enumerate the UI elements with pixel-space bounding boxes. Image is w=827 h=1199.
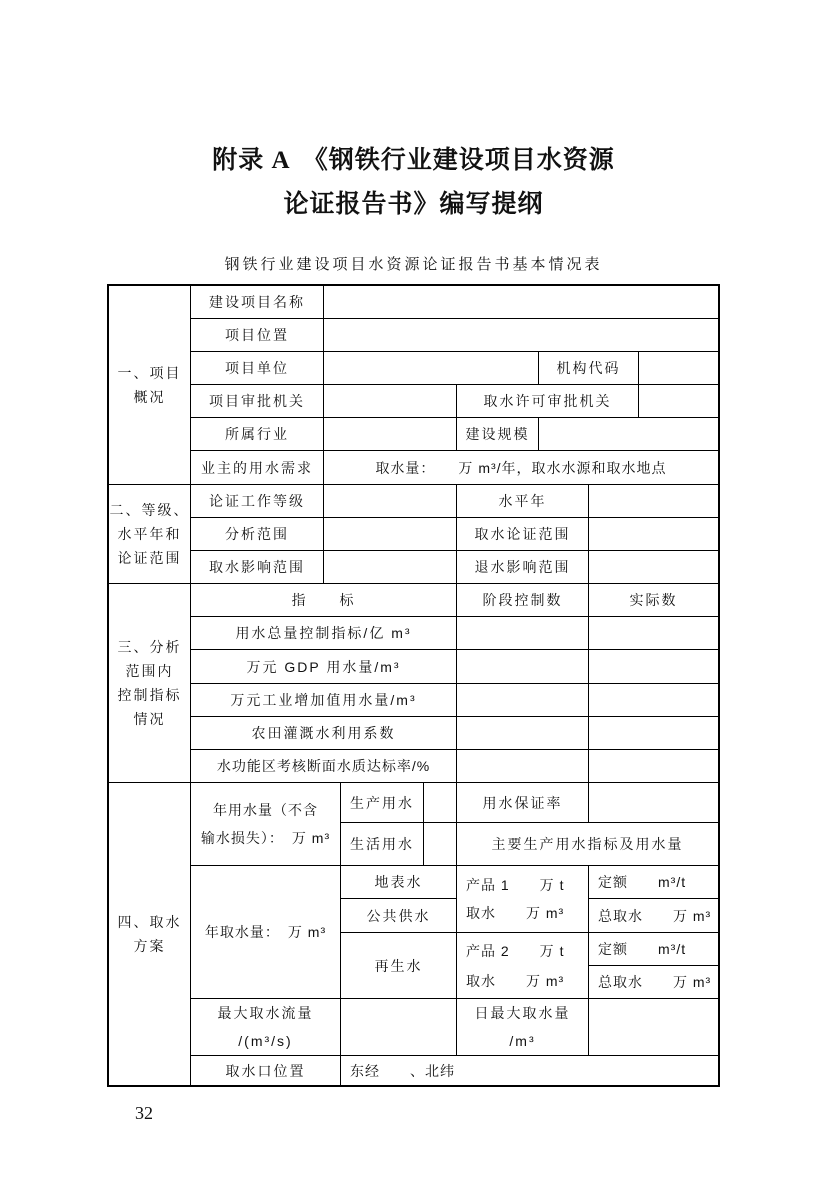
- table-caption: 钢铁行业建设项目水资源论证报告书基本情况表: [224, 256, 603, 273]
- section-3-label-line: 情况: [133, 711, 166, 727]
- annual-use-label-line: 输水损失）： 万 m³: [200, 830, 331, 846]
- stage-control-header: 阶段控制数: [456, 583, 589, 617]
- production-use-label: 生产用水: [340, 782, 424, 823]
- indicator-stage-value: [456, 749, 589, 783]
- section-2-label-line: 二、等级、: [109, 502, 190, 518]
- permit-authority-value: [638, 384, 719, 418]
- product-1-cell: [456, 865, 589, 933]
- intake-range-label: 取水论证范围: [456, 517, 589, 551]
- production-use-value: [423, 782, 457, 823]
- section-4-label: [108, 782, 191, 1086]
- product-2-intake: 取水 万 m³: [466, 972, 565, 989]
- grade-value: [323, 484, 457, 518]
- actual-value-header: 实际数: [588, 583, 719, 617]
- product-1-intake: 取水 万 m³: [466, 905, 565, 921]
- project-unit-value: [323, 351, 539, 385]
- max-daily-intake-label-line: 日最大取水量: [474, 1005, 571, 1021]
- project-unit-label: 项目单位: [190, 351, 324, 385]
- product-1-quota: 定额 m³/t: [588, 865, 719, 899]
- section-3-label: [108, 583, 191, 783]
- indicator-actual-value: [588, 649, 719, 684]
- owner-demand-text: 取水量： 万 m³/年，取水水源和取水地点: [323, 450, 719, 485]
- max-flow-value: [340, 998, 457, 1056]
- indicator-header: 指 标: [190, 583, 457, 617]
- section-3-label-line: 控制指标: [117, 687, 182, 703]
- domestic-use-value: [423, 822, 457, 866]
- max-daily-intake-label: [456, 998, 589, 1056]
- level-year-label: 水平年: [456, 484, 589, 518]
- product-2-total-intake: 总取水 万 m³: [588, 965, 719, 999]
- analysis-range-value: [323, 517, 457, 551]
- max-flow-label-line: 最大取水流量: [217, 1005, 314, 1021]
- industry-value: [323, 417, 457, 451]
- scale-value: [538, 417, 719, 451]
- max-flow-label: [190, 998, 341, 1056]
- section-3-label-line: 三、分析: [117, 639, 182, 655]
- discharge-impact-label: 退水影响范围: [456, 550, 589, 584]
- product-1-total-intake: 总取水 万 m³: [588, 898, 719, 933]
- project-name-label: 建设项目名称: [190, 285, 324, 319]
- source-reclaimed-water: 再生水: [340, 932, 457, 999]
- intake-impact-label: 取水影响范围: [190, 550, 324, 584]
- indicator-row-label: 万元 GDP 用水量/m³: [190, 649, 457, 684]
- section-2-label-line: 水平年和: [117, 526, 182, 542]
- title-line-2: 论证报告书》编写提纲: [283, 191, 544, 218]
- project-location-label: 项目位置: [190, 318, 324, 352]
- source-public-supply: 公共供水: [340, 898, 457, 933]
- section-4-label-line: 四、取水: [117, 914, 182, 930]
- project-location-value: [323, 318, 719, 352]
- intake-range-value: [588, 517, 719, 551]
- permit-authority-label: 取水许可审批机关: [456, 384, 639, 418]
- section-2-label: [108, 484, 191, 584]
- product-2-cell: [456, 932, 589, 999]
- indicator-row-label: 万元工业增加值用水量/m³: [190, 683, 457, 717]
- section-2-label-line: 论证范围: [117, 550, 182, 566]
- analysis-range-label: 分析范围: [190, 517, 324, 551]
- max-flow-label-line: /(m³/s): [238, 1033, 293, 1049]
- section-4-label-line: 方案: [133, 938, 166, 954]
- indicator-stage-value: [456, 683, 589, 717]
- indicator-actual-value: [588, 683, 719, 717]
- org-code-value: [638, 351, 719, 385]
- indicator-row-label: 用水总量控制指标/亿 m³: [190, 616, 457, 650]
- title-line-1: 附录 A 《钢铁行业建设项目水资源: [212, 147, 615, 174]
- scale-label: 建设规模: [456, 417, 539, 451]
- indicator-stage-value: [456, 616, 589, 650]
- indicator-row-label: 农田灌溉水利用系数: [190, 716, 457, 750]
- section-1-label-line: 概况: [133, 389, 166, 405]
- section-1-label-line: 一、项目: [117, 365, 182, 381]
- intake-impact-value: [323, 550, 457, 584]
- indicator-actual-value: [588, 749, 719, 783]
- indicator-actual-value: [588, 716, 719, 750]
- section-3-label-line: 范围内: [125, 663, 174, 679]
- annual-use-label: [190, 782, 341, 866]
- approval-authority-label: 项目审批机关: [190, 384, 324, 418]
- discharge-impact-value: [588, 550, 719, 584]
- page-number: 32: [135, 1103, 153, 1123]
- product-2-output: 产品 2 万 t: [466, 942, 565, 959]
- guarantee-rate-label: 用水保证率: [456, 782, 589, 823]
- project-name-value: [323, 285, 719, 319]
- indicator-stage-value: [456, 649, 589, 684]
- annual-use-label-line: 年用水量（不含: [213, 802, 318, 818]
- annual-intake-label: 年取水量： 万 m³: [190, 865, 341, 999]
- indicator-actual-value: [588, 616, 719, 650]
- level-year-value: [588, 484, 719, 518]
- grade-label: 论证工作等级: [190, 484, 324, 518]
- source-surface-water: 地表水: [340, 865, 457, 899]
- industry-label: 所属行业: [190, 417, 324, 451]
- main-indicators-label: 主要生产用水指标及用水量: [456, 822, 719, 866]
- indicator-row-label: 水功能区考核断面水质达标率/%: [190, 749, 457, 783]
- owner-demand-label: 业主的用水需求: [190, 450, 324, 485]
- indicator-stage-value: [456, 716, 589, 750]
- domestic-use-label: 生活用水: [340, 822, 424, 866]
- max-daily-intake-label-line: /m³: [509, 1033, 536, 1049]
- outlet-location-text: 东经 、北纬: [340, 1055, 719, 1086]
- outlet-location-label: 取水口位置: [190, 1055, 341, 1086]
- product-2-quota: 定额 m³/t: [588, 932, 719, 966]
- org-code-label: 机构代码: [538, 351, 639, 385]
- approval-authority-value: [323, 384, 457, 418]
- max-daily-intake-value: [588, 998, 719, 1056]
- guarantee-rate-value: [588, 782, 719, 823]
- section-1-label: [108, 285, 191, 485]
- product-1-output: 产品 1 万 t: [466, 877, 565, 893]
